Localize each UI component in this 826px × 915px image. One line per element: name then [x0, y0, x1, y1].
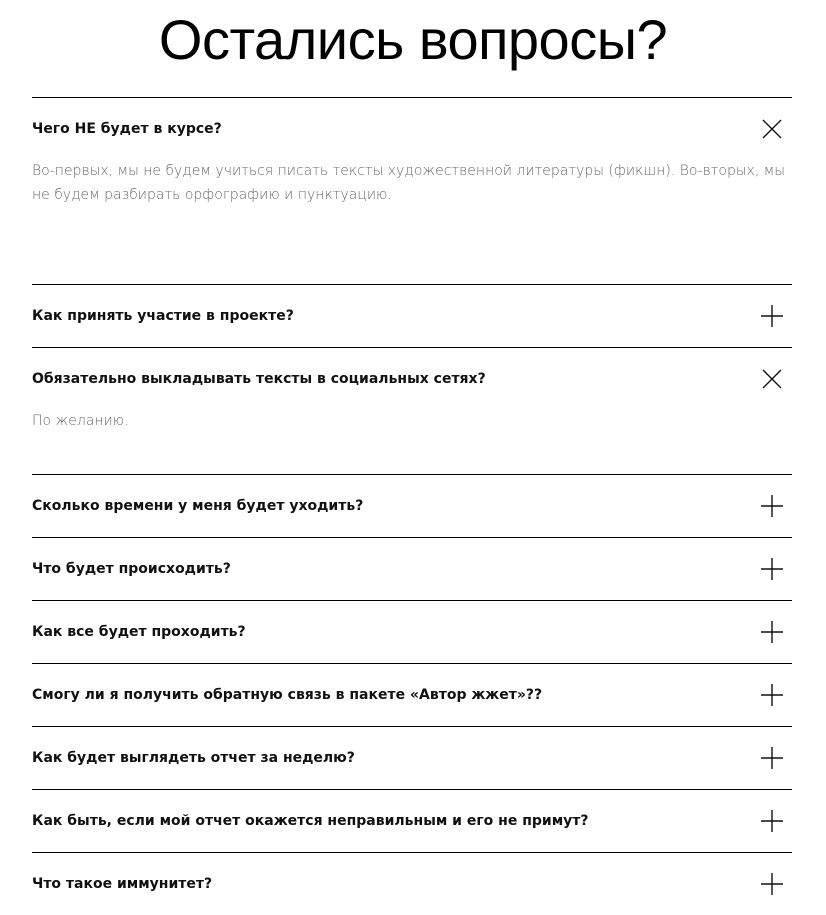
faq-list: [32, 97, 792, 915]
faq-item: [32, 347, 792, 474]
faq-question: Как быть, если мой отчет окажется неправильным и его не примут?: [32, 813, 589, 829]
page-title: Остались вопросы?: [158, 8, 668, 71]
close-icon[interactable]: [760, 117, 784, 141]
faq-item: [32, 97, 792, 284]
faq-item: [32, 284, 792, 347]
faq-question: Сколько времени у меня будет уходить?: [32, 498, 364, 514]
faq-question-row[interactable]: [32, 664, 792, 726]
faq-question-row[interactable]: [32, 853, 792, 915]
faq-question: Что будет происходить?: [32, 561, 231, 577]
faq-question-row[interactable]: [32, 98, 792, 160]
faq-item: [32, 600, 792, 663]
faq-item: [32, 726, 792, 789]
faq-answer: Во-первых, мы не будем учиться писать тексты художественной литературы (фикшн). Во-вторых, мы не будем разбирать орфографию и пунктуацию.: [32, 163, 786, 203]
faq-question: Чего НЕ будет в курсе?: [32, 121, 222, 137]
plus-icon[interactable]: [760, 494, 784, 518]
faq-question-row[interactable]: [32, 601, 792, 663]
faq-item: [32, 852, 792, 915]
faq-question: Смогу ли я получить обратную связь в пакете «Автор жжет»??: [32, 687, 543, 703]
faq-question-row[interactable]: [32, 727, 792, 789]
faq-question-row[interactable]: [32, 790, 792, 852]
close-icon[interactable]: [760, 367, 784, 391]
plus-icon[interactable]: [760, 683, 784, 707]
faq-question-row[interactable]: [32, 285, 792, 347]
faq-item: [32, 789, 792, 852]
faq-question-row[interactable]: [32, 538, 792, 600]
faq-question: Как все будет проходить?: [32, 624, 246, 640]
faq-question: Как принять участие в проекте?: [32, 308, 294, 324]
faq-question-row[interactable]: [32, 348, 792, 410]
faq-question-row[interactable]: [32, 475, 792, 537]
faq-answer: По желанию.: [32, 413, 129, 429]
plus-icon[interactable]: [760, 809, 784, 833]
faq-item: [32, 537, 792, 600]
faq-item: [32, 474, 792, 537]
faq-item: [32, 663, 792, 726]
faq-question: Как будет выглядеть отчет за неделю?: [32, 750, 355, 766]
faq-question: Что такое иммунитет?: [32, 876, 213, 892]
faq-question: Обязательно выкладывать тексты в социальных сетях?: [32, 371, 486, 387]
plus-icon[interactable]: [760, 304, 784, 328]
plus-icon[interactable]: [760, 620, 784, 644]
plus-icon[interactable]: [760, 557, 784, 581]
plus-icon[interactable]: [760, 746, 784, 770]
